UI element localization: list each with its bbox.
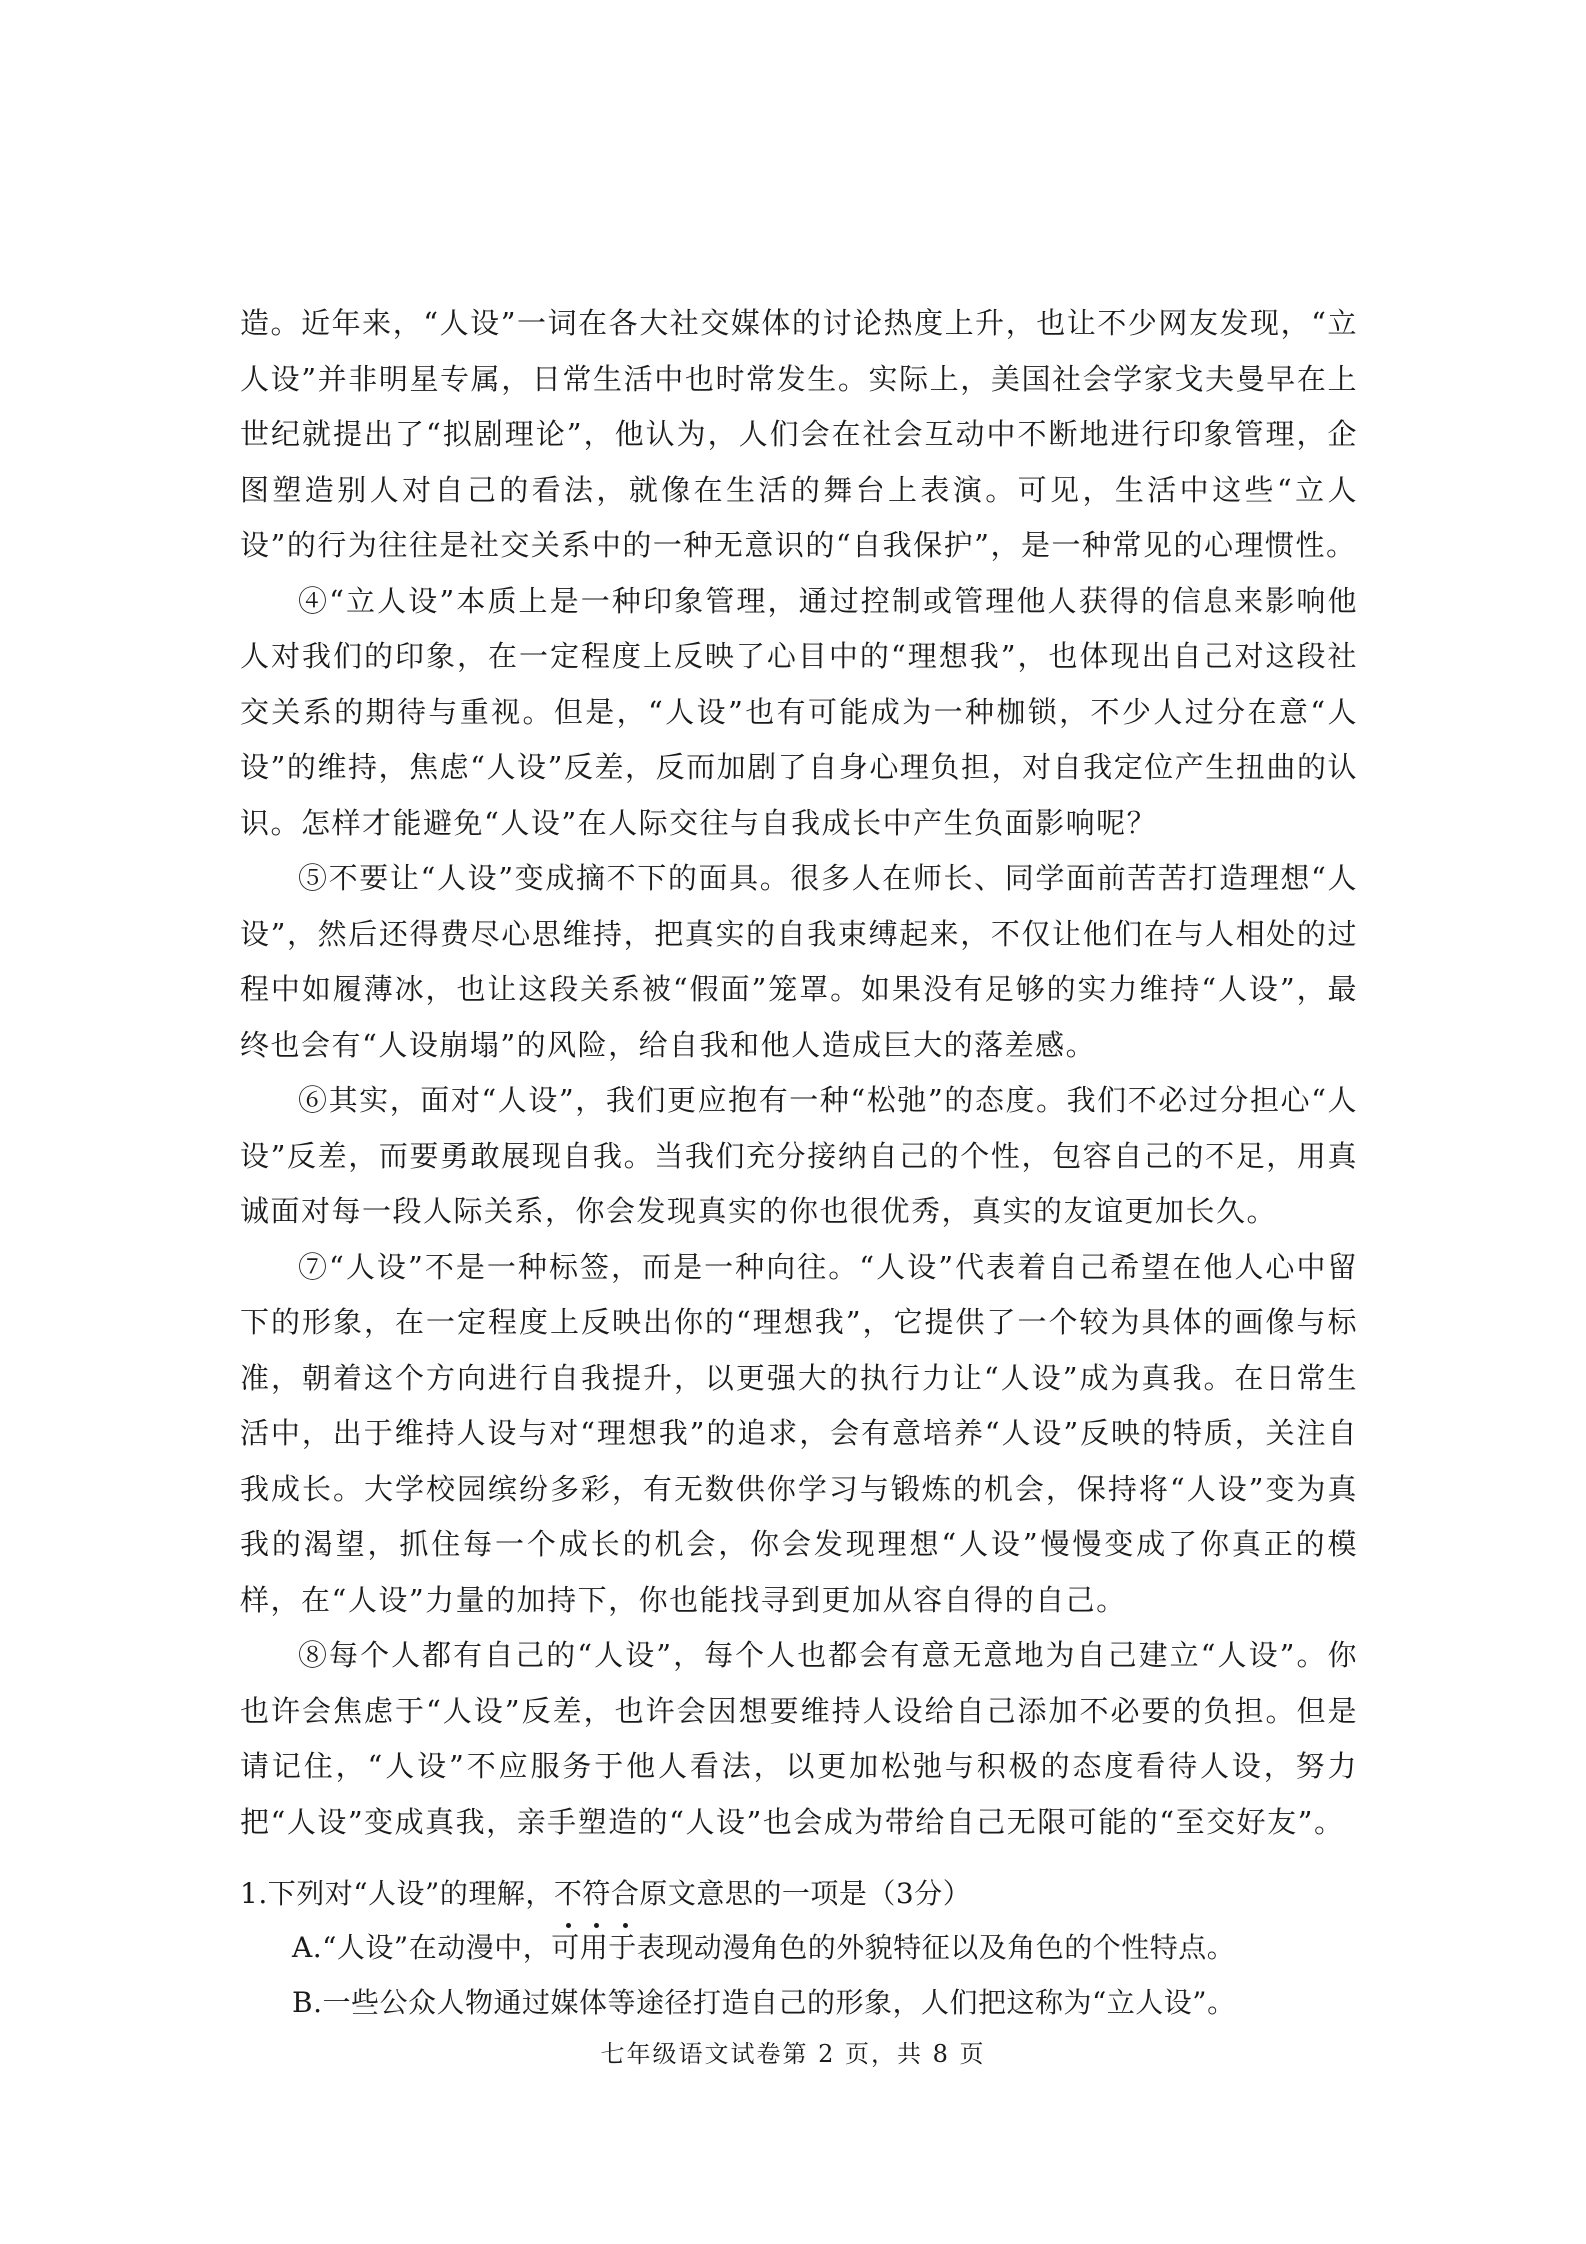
- question-1: [240, 1868, 1358, 2030]
- paragraph-6: ⑥其实，面对“人设”，我们更应抱有一种“松弛”的态度。我们不必过分担心“人设”反差，而要勇敢展现自我。当我们充分接纳自己的个性，包容自己的不足，用真诚面对每一段人际关系，你会发现真实的你也很优秀，真实的友谊更加长久。: [240, 1083, 1358, 1228]
- question-stem: [240, 1868, 1358, 1920]
- paragraph-continued: 造。近年来，“人设”一词在各大社交媒体的讨论热度上升，也让不少网友发现，“立人设”并非明星专属，日常生活中也时常发生。实际上，美国社会学家戈夫曼早在上世纪就提出了“拟剧理论”，他认为，人们会在社会互动中不断地进行印象管理，企图塑造别人对自己的看法，就像在生活的舞台上表演。可见，生活中这些“立人设”的行为往往是社交关系中的一种无意识的“自我保护”，是一种常见的心理惯性。: [240, 306, 1358, 562]
- question-prefix: 1.下列对“人设”的理解，: [240, 1877, 554, 1910]
- question-suffix: 原文意思的一项是（3分）: [639, 1877, 972, 1910]
- emphasis-char: 不: [554, 1868, 583, 1920]
- emphasis-char: 合: [611, 1868, 640, 1920]
- paragraph-7: ⑦“人设”不是一种标签，而是一种向往。“人设”代表着自己希望在他人心中留下的形象，在一定程度上反映出你的“理想我”，它提供了一个较为具体的画像与标准，朝着这个方向进行自我提升，以更强大的执行力让“人设”成为真我。在日常生活中，出于维持人设与对“理想我”的追求，会有意培养“人设”反映的特质，关注自我成长。大学校园缤纷多彩，有无数供你学习与锻炼的机会，保持将“人设”变为真我的渴望，抓住每一个成长的机会，你会发现理想“人设”慢慢变成了你真正的模样，在“人设”力量的加持下，你也能找寻到更加从容自得的自己。: [240, 1249, 1358, 1617]
- emphasis-dot: [566, 1923, 571, 1928]
- paragraph-8: ⑧每个人都有自己的“人设”，每个人也都会有意无意地为自己建立“人设”。你也许会焦虑于“人设”反差，也许会因想要维持人设给自己添加不必要的负担。但是请记住，“人设”不应服务于他人看法，以更加松弛与积极的态度看待人设，努力把“人设”变成真我，亲手塑造的“人设”也会成为带给自己无限可能的“至交好友”。: [240, 1638, 1358, 1839]
- paragraph-4: ④“立人设”本质上是一种印象管理，通过控制或管理他人获得的信息来影响他人对我们的印象，在一定程度上反映了心目中的“理想我”，也体现出自己对这段社交关系的期待与重视。但是，“人设”也有可能成为一种枷锁，不少人过分在意“人设”的维持，焦虑“人设”反差，反而加剧了自身心理负担，对自我定位产生扭曲的认识。怎样才能避免“人设”在人际交往与自我成长中产生负面影响呢？: [240, 583, 1358, 840]
- question-options: [240, 1920, 1358, 2030]
- paragraph-5: ⑤不要让“人设”变成摘不下的面具。很多人在师长、同学面前苦苦打造理想“人设”，然后还得费尽心思维持，把真实的自我束缚起来，不仅让他们在与人相处的过程中如履薄冰，也让这段关系被“假面”笼罩。如果没有足够的实力维持“人设”，最终也会有“人设崩塌”的风险，给自我和他人造成巨大的落差感。: [240, 861, 1358, 1062]
- document-body: [240, 296, 1358, 2030]
- option-a: A.“人设”在动漫中，可用于表现动漫角色的外貌特征以及角色的个性特点。: [292, 1931, 1236, 1964]
- page-footer: 七年级语文试卷第 2 页，共 8 页: [600, 2040, 986, 2068]
- option-b: B.一些公众人物通过媒体等途径打造自己的形象，人们把这称为“立人设”。: [292, 1986, 1236, 2019]
- emphasis-dot: [623, 1923, 628, 1928]
- emphasis-char: 符: [582, 1868, 611, 1920]
